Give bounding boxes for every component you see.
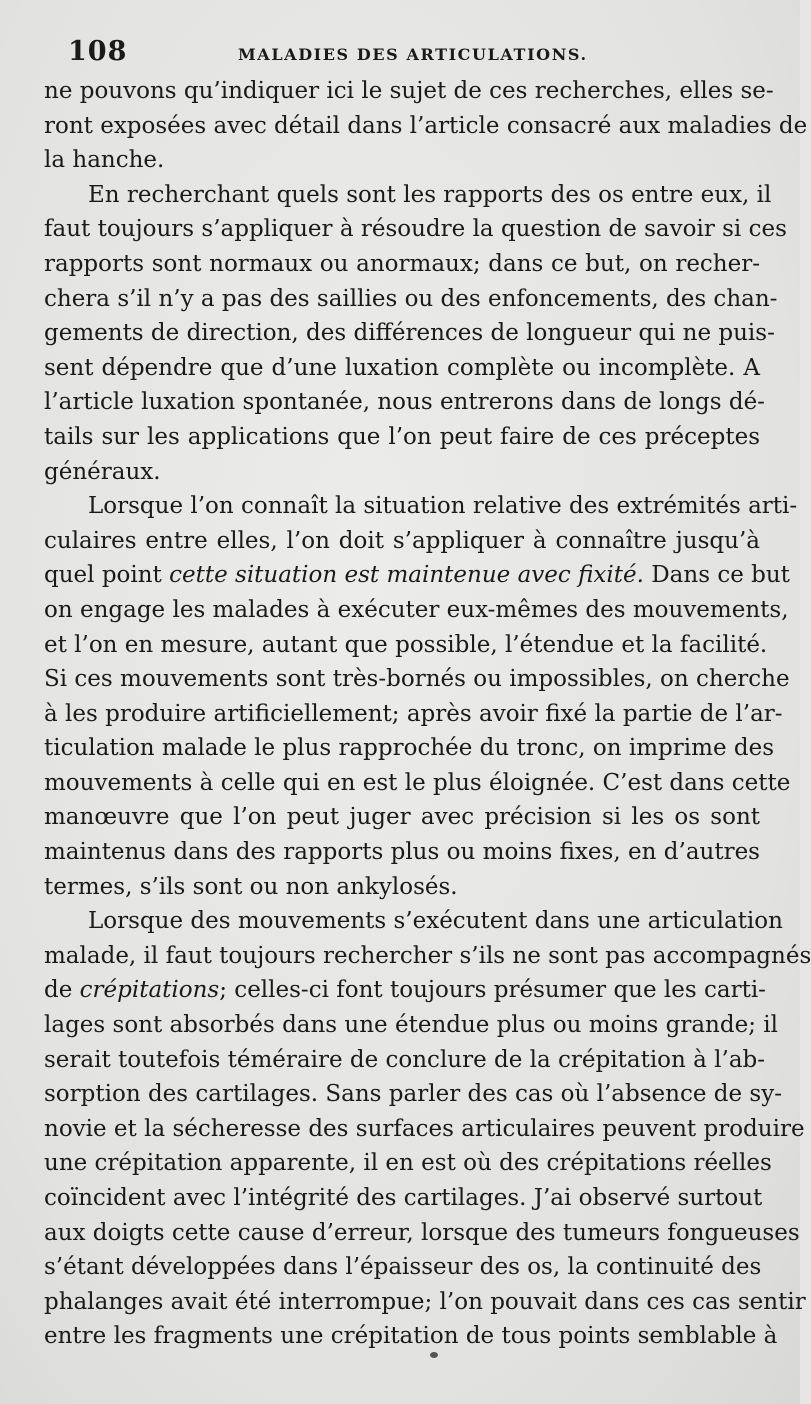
text-line: à les produire artificiellement; après avoir fixé la partie de l’ar- (44, 700, 783, 727)
italic-text: cette situation est maintenue avec fixité. (169, 562, 644, 589)
text-segment: ; celles-ci font toujours présumer que les carti- (219, 977, 766, 1004)
text-line: mouvements à celle qui en est le plus éloignée. C’est dans cette (44, 769, 791, 796)
text-line: malade, il faut toujours rechercher s’ils ne sont pas accompagnés (44, 942, 811, 969)
text-line: l’article luxation spontanée, nous entrerons dans de longs dé- (44, 389, 765, 416)
text-line: s’étant développées dans l’épaisseur des os, la continuité des (44, 1254, 762, 1281)
text-line: culaires entre elles, l’on doit s’appliquer à connaître jusqu’à (44, 527, 760, 554)
text-line: Lorsque l’on connaît la situation relative des extrémités arti- (88, 493, 798, 520)
text-line: ticulation malade le plus rapprochée du tronc, on imprime des (44, 735, 775, 762)
text-segment: Dans ce but (643, 562, 790, 589)
text-line: termes, s’ils sont ou non ankylosés. (44, 873, 458, 900)
text-line: aux doigts cette cause d’erreur, lorsque des tumeurs fongueuses (44, 1219, 800, 1246)
text-line: on engage les malades à exécuter eux-mêmes des mouvements, (44, 596, 789, 623)
text-line: Lorsque des mouvements s’exécutent dans une articulation (88, 908, 783, 935)
text-line: une crépitation apparente, il en est où des crépitations réelles (44, 1150, 772, 1177)
text-line: phalanges avait été interrompue; l’on pouvait dans ces cas sentir (44, 1288, 806, 1315)
italic-text: crépitations (79, 977, 220, 1004)
text-line: faut toujours s’appliquer à résoudre la question de savoir si ces (44, 216, 787, 243)
text-line: Si ces mouvements sont très-bornés ou impossibles, on cherche (44, 666, 790, 693)
text-line: ront exposées avec détail dans l’article consacré aux maladies de (44, 112, 808, 139)
text-line: ne pouvons qu’indiquer ici le sujet de ces recherches, elles se- (44, 78, 774, 104)
text-line: généraux. (44, 458, 161, 485)
text-line: maintenus dans des rapports plus ou moins fixes, en d’autres (44, 839, 760, 866)
text-line: lages sont absorbés dans une étendue plus ou moins grande; il (44, 1012, 778, 1039)
body-text (44, 74, 811, 1354)
text-segment: de (44, 977, 80, 1004)
text-line: entre les fragments une crépitation de tous points semblable à (44, 1323, 778, 1350)
text-line: sorption des cartilages. Sans parler des cas où l’absence de sy- (44, 1081, 782, 1108)
text-line: gements de direction, des différences de longueur qui ne puis- (44, 320, 775, 347)
ink-spot (430, 1352, 438, 1358)
text-line: serait toutefois téméraire de conclure de la crépitation à l’ab- (44, 1046, 766, 1073)
text-line: manœuvre que l’on peut juger avec précision si les os sont (44, 804, 760, 831)
running-title: MALADIES DES ARTICULATIONS. (238, 45, 588, 64)
page-header (68, 36, 768, 70)
text-line: En recherchant quels sont les rapports des os entre eux, il (88, 181, 772, 208)
text-line: sent dépendre que d’une luxation complète ou incomplète. A (44, 354, 760, 381)
text-line: chera s’il n’y a pas des saillies ou des enfoncements, des chan- (44, 285, 778, 312)
text-line: tails sur les applications que l’on peut faire de ces préceptes (44, 423, 760, 450)
text-line: la hanche. (44, 147, 165, 174)
text-line: novie et la sécheresse des surfaces articulaires peuvent produire (44, 1115, 805, 1142)
text-line: rapports sont normaux ou anormaux; dans ce but, on recher- (44, 250, 760, 277)
text-line (44, 558, 790, 593)
page-number: 108 (68, 36, 128, 67)
text-segment: quel point (44, 562, 170, 589)
text-line: coïncident avec l’intégrité des cartilages. J’ai observé surtout (44, 1185, 763, 1211)
text-line (44, 973, 766, 1008)
text-line: et l’on en mesure, autant que possible, l’étendue et la facilité. (44, 631, 768, 658)
